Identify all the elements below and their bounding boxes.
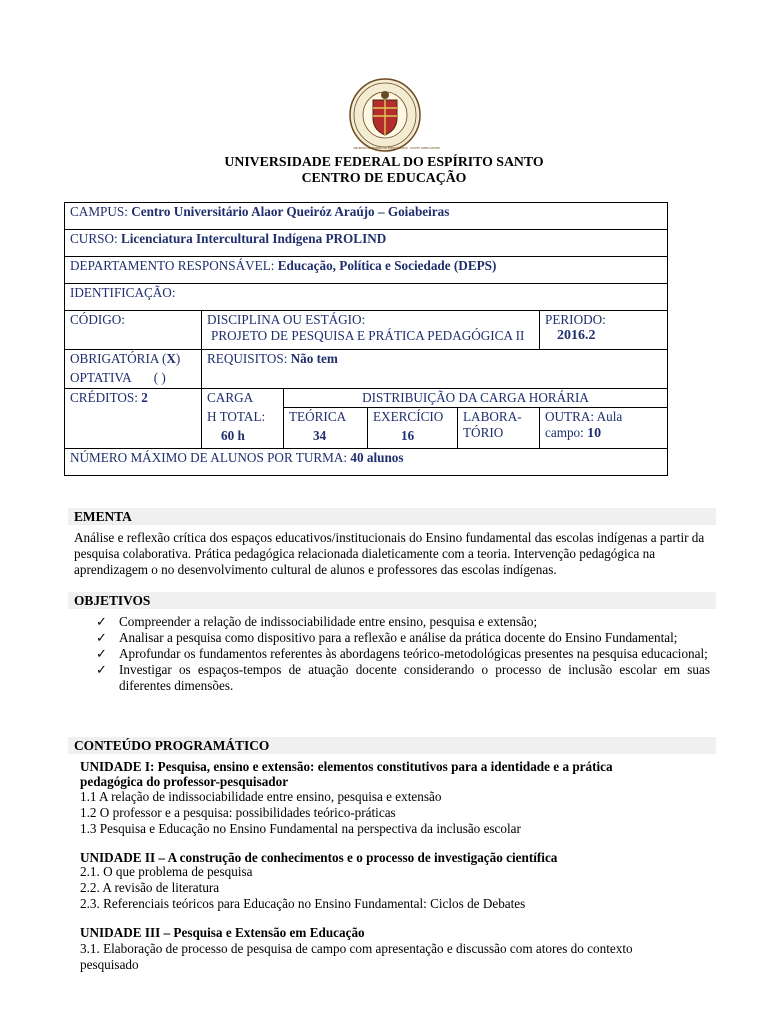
unit3-item: 3.1. Elaboração de processo de pesquisa de campo com apresentação e discussão com atores do contexto pesquisado [80, 941, 633, 972]
campus-row [65, 203, 668, 230]
exercicio-label: EXERCÍCIO [373, 409, 444, 424]
carga-label-2: H TOTAL: [207, 409, 266, 424]
obrigatoria-row [65, 350, 668, 389]
unit1-item: 1.3 Pesquisa e Educação no Ensino Fundamental na perspectiva da inclusão escolar [80, 821, 521, 836]
exercicio-value: 16 [401, 428, 415, 443]
objetivo-item: ✓ Analisar a pesquisa como dispositivo para a reflexão e análise da prática docente do Ensino Fundamental; [96, 630, 678, 645]
codigo-row [65, 311, 668, 350]
identificacao-row [65, 284, 668, 311]
objetivos-list [74, 614, 710, 694]
obrigatoria-label: OBRIGATÓRIA ( [70, 351, 167, 366]
check-icon: ✓ [96, 630, 108, 645]
obrigatoria-close: ) [175, 351, 181, 366]
departamento-label: DEPARTAMENTO RESPONSÁVEL: [70, 258, 275, 273]
laboratorio-label-2: TÓRIO [463, 425, 504, 440]
periodo-value: 2016.2 [557, 328, 596, 343]
requisitos-value: Não tem [290, 351, 338, 366]
carga-label-1: CARGA [207, 390, 254, 405]
unit1-item: 1.1 A relação de indissociabilidade entre ensino, pesquisa e extensão [80, 789, 442, 804]
course-info-table [64, 202, 668, 476]
creditos-label: CRÉDITOS: [70, 390, 138, 405]
optativa-line [70, 370, 196, 386]
distribuicao-label: DISTRIBUIÇÃO DA CARGA HORÁRIA [362, 390, 589, 405]
laboratorio-label-1: LABORA- [463, 409, 522, 424]
campus-label: CAMPUS: [70, 204, 128, 219]
ementa-heading: EMENTA [68, 508, 716, 525]
max-alunos-label: NÚMERO MÁXIMO DE ALUNOS POR TURMA: [70, 450, 348, 465]
creditos-row-top [65, 389, 668, 408]
codigo-label: CÓDIGO: [70, 312, 125, 327]
periodo-label: PERIODO: [545, 312, 606, 327]
optativa-label: OPTATIVA [70, 370, 132, 385]
creditos-value: 2 [141, 390, 148, 405]
disciplina-label: DISCIPLINA OU ESTÁGIO: [207, 312, 366, 327]
obrigatoria-line [70, 351, 196, 367]
teorica-label: TEÓRICA [289, 409, 347, 424]
outra-line [545, 425, 662, 442]
check-icon: ✓ [96, 646, 108, 661]
unit3-title: UNIDADE III – Pesquisa e Extensão em Educação [80, 925, 365, 940]
objetivo-item: ✓ Compreender a relação de indissociabilidade entre ensino, pesquisa e extensão; [96, 614, 538, 629]
curso-value: Licenciatura Intercultural Indígena PROLIND [120, 231, 387, 246]
departamento-value: Educação, Política e Sociedade (DEPS) [277, 258, 497, 273]
unit2-item: 2.3. Referenciais teóricos para Educação no Ensino Fundamental: Ciclos de Debates [80, 896, 526, 911]
unit1-title: UNIDADE I: Pesquisa, ensino e extensão: elementos constitutivos para a identidade e a prática pedagógica do professor-pesquisador [80, 759, 613, 789]
unit1-item: 1.2 O professor e a pesquisa: possibilidades teórico-práticas [80, 805, 396, 820]
objetivo-item: ✓ Aprofundar os fundamentos referentes às abordagens teórico-metodológicas presentes na pesquisa educacional; [96, 646, 708, 661]
unit2-item: 2.1. O que problema de pesquisa [80, 864, 253, 879]
disciplina-value: PROJETO DE PESQUISA E PRÁTICA PEDAGÓGICA II [211, 328, 525, 343]
conteudo-heading: CONTEÚDO PROGRAMÁTICO [68, 737, 716, 754]
institution-heading [0, 154, 768, 186]
unit2-title: UNIDADE II – A construção de conhecimentos e o processo de investigação científica [80, 850, 558, 865]
unit2-item: 2.2. A revisão de literatura [80, 880, 220, 895]
teorica-value: 34 [313, 428, 327, 443]
outra-label-2: campo: [545, 425, 584, 440]
outra-value: 10 [587, 426, 602, 441]
check-icon: ✓ [96, 662, 108, 677]
max-alunos-row [65, 449, 668, 476]
check-icon: ✓ [96, 614, 108, 629]
optativa-mark: ( ) [153, 370, 166, 385]
obrigatoria-mark: X [166, 351, 176, 366]
requisitos-label: REQUISITOS: [207, 351, 288, 366]
university-name: UNIVERSIDADE FEDERAL DO ESPÍRITO SANTO [224, 154, 544, 169]
seal-motto: UNIVERSIDADE FEDERAL DO ESPÍRITO SANTO · DOCETE OMNES GENTES [353, 147, 440, 150]
objetivos-heading: OBJETIVOS [68, 592, 716, 609]
curso-row [65, 230, 668, 257]
identificacao-label: IDENTIFICAÇÃO: [70, 285, 176, 300]
ementa-text: Análise e reflexão crítica dos espaços educativos/institucionais do Ensino fundamental das escolas indígenas a partir da pesquisa colaborativa. Prática pedagógica relacionada dialeticamente com a teoria. Intervenção pedagógica na aprendizagem o no desenvolvimento cultural de alunos e professores das escolas indígenas. [74, 530, 705, 577]
center-name: CENTRO DE EDUCAÇÃO [301, 170, 467, 185]
university-seal-icon [349, 78, 440, 152]
campus-value: Centro Universitário Alaor Queiróz Araújo – Goiabeiras [131, 204, 450, 219]
outra-label: OUTRA: Aula [545, 409, 623, 424]
departamento-row [65, 257, 668, 284]
max-alunos-value: 40 alunos [350, 450, 404, 465]
carga-value: 60 h [221, 428, 245, 443]
curso-label: CURSO: [70, 231, 118, 246]
objetivo-item: ✓ Investigar os espaços-tempos de atuação docente considerando o processo de inclusão escolar em suas diferentes dimensões. [96, 662, 710, 693]
